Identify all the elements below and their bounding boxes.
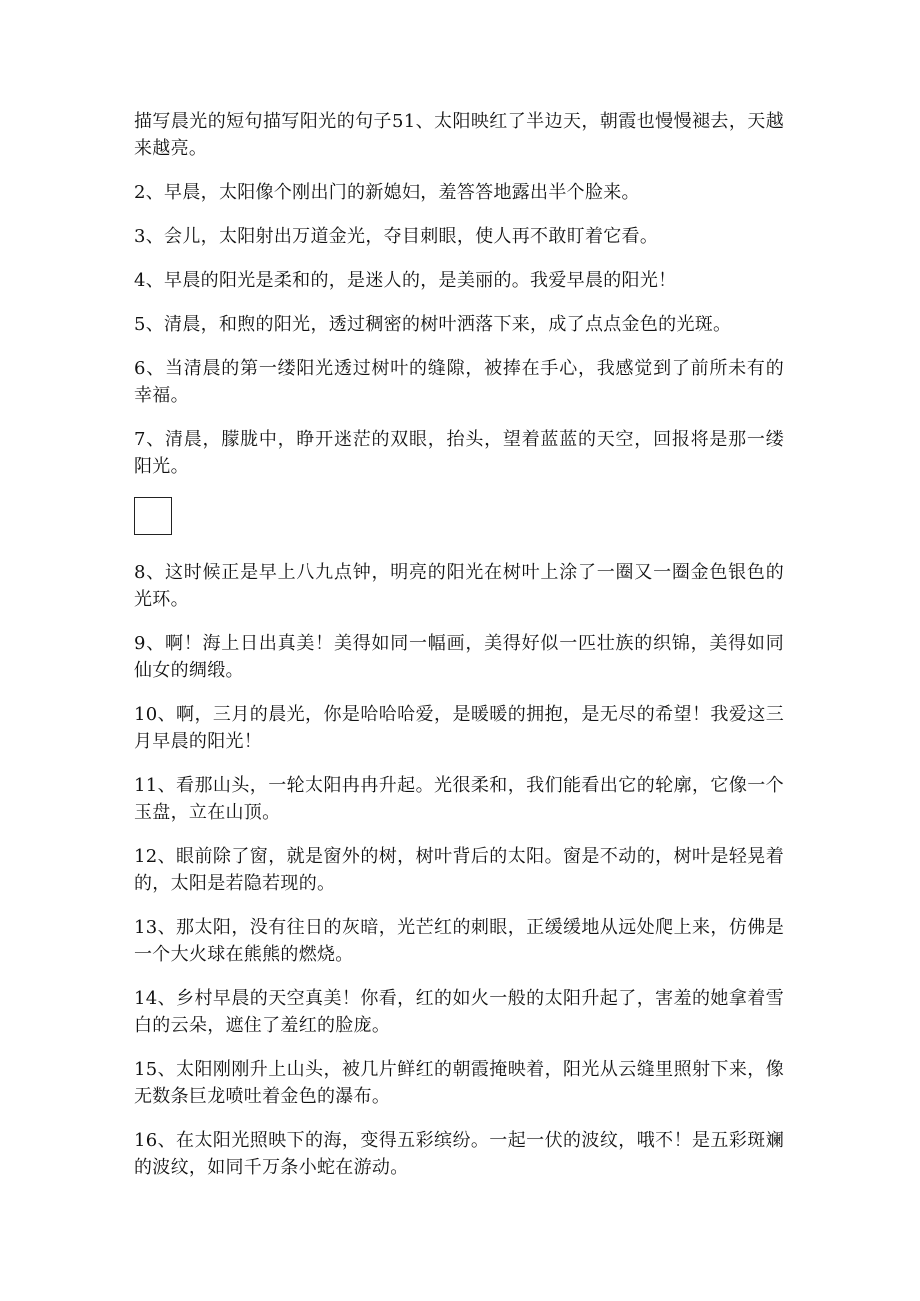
paragraph-5: 5、清晨，和煦的阳光，透过稠密的树叶洒落下来，成了点点金色的光斑。 [134, 314, 732, 335]
paragraph-8: 8、这时候正是早上八九点钟，明亮的阳光在树叶上涂了一圈又一圈金色银色的光环。 [134, 562, 784, 610]
paragraph-14: 14、乡村早晨的天空真美！你看，红的如火一般的太阳升起了，害羞的她拿着雪白的云朵，遮住了羞红的脸庞。 [134, 988, 784, 1036]
paragraph-15: 15、太阳刚刚升上山头，被几片鲜红的朝霞掩映着，阳光从云缝里照射下来，像无数条巨龙喷吐着金色的瀑布。 [134, 1059, 784, 1107]
paragraph-13: 13、那太阳，没有往日的灰暗，光芒红的刺眼，正缓缓地从远处爬上来，仿佛是一个大火球在熊熊的燃烧。 [134, 917, 784, 965]
paragraph-11: 11、看那山头，一轮太阳冉冉升起。光很柔和，我们能看出它的轮廓，它像一个玉盘，立在山顶。 [134, 775, 784, 823]
paragraph-1: 描写晨光的短句描写阳光的句子51、太阳映红了半边天，朝霞也慢慢褪去，天越来越亮。 [134, 111, 784, 159]
image-placeholder-box [134, 497, 172, 535]
document-body [134, 108, 784, 1198]
paragraph-6: 6、当清晨的第一缕阳光透过树叶的缝隙，被捧在手心，我感觉到了前所未有的幸福。 [134, 358, 784, 406]
paragraph-7: 7、清晨，朦胧中，睁开迷茫的双眼，抬头，望着蓝蓝的天空，回报将是那一缕阳光。 [134, 429, 784, 477]
paragraph-2: 2、早晨，太阳像个刚出门的新媳妇，羞答答地露出半个脸来。 [134, 182, 640, 203]
paragraph-12: 12、眼前除了窗，就是窗外的树，树叶背后的太阳。窗是不动的，树叶是轻晃着的，太阳是若隐若现的。 [134, 846, 784, 894]
paragraph-10: 10、啊，三月的晨光，你是哈哈哈爱，是暖暖的拥抱，是无尽的希望！我爱这三月早晨的阳光！ [134, 704, 784, 752]
paragraph-4: 4、早晨的阳光是柔和的，是迷人的，是美丽的。我爱早晨的阳光！ [134, 270, 677, 291]
paragraph-9: 9、啊！海上日出真美！美得如同一幅画，美得好似一匹壮族的织锦，美得如同仙女的绸缎。 [134, 633, 784, 681]
paragraph-16: 16、在太阳光照映下的海，变得五彩缤纷。一起一伏的波纹，哦不！是五彩斑斓的波纹，如同千万条小蛇在游动。 [134, 1130, 784, 1178]
paragraph-3: 3、会儿，太阳射出万道金光，夺目刺眼，使人再不敢盯着它看。 [134, 226, 659, 247]
